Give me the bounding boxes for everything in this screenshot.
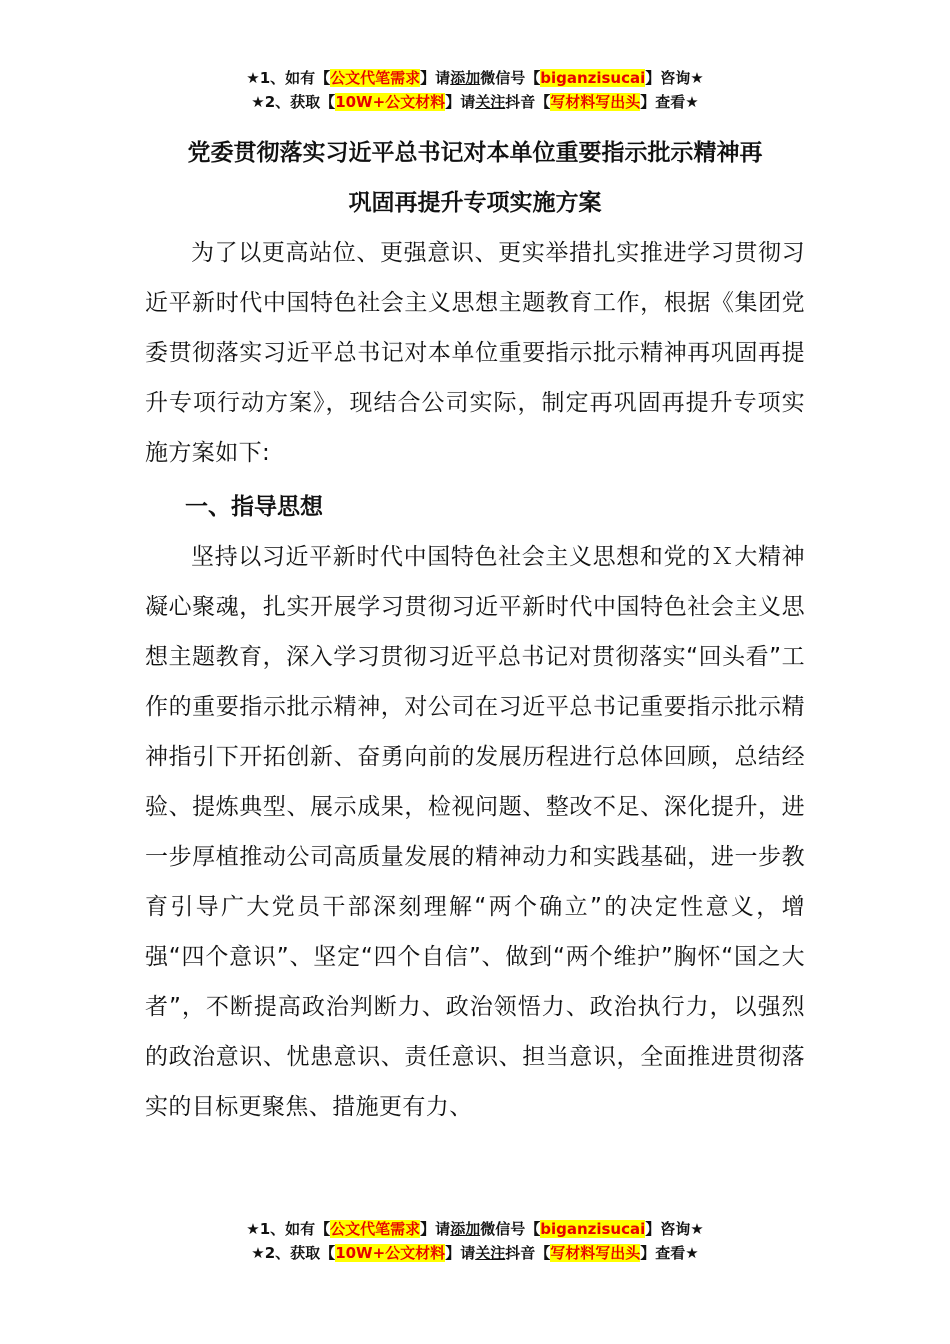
banner-text: 】咨询★ [645, 1220, 704, 1238]
banner-highlight: 公文代笔需求 [330, 69, 421, 87]
banner-text: 】查看★ [640, 1244, 699, 1262]
banner-highlight: 写材料写出头 [550, 1244, 641, 1262]
banner-underline: 关注 [475, 93, 506, 111]
banner-highlight: 10W+公文材料 [335, 1244, 446, 1262]
banner-underline: 关注 [475, 1244, 506, 1262]
banner-text: 抖音【 [505, 1244, 551, 1262]
banner-text: 】请 [420, 69, 451, 87]
banner-text: 】请 [445, 1244, 476, 1262]
banner-text: 微信号【 [480, 69, 541, 87]
banner-highlight: 写材料写出头 [550, 93, 641, 111]
banner-text: ★2、获取【 [251, 93, 336, 111]
intro-paragraph: 为了以更高站位、更强意识、更实举措扎实推进学习贯彻习近平新时代中国特色社会主义思想主题教育工作，根据《集团党委贯彻落实习近平总书记对本单位重要指示批示精神再巩固再提升专项行动方案》，现结合公司实际，制定再巩固再提升专项实施方案如下: [145, 240, 805, 466]
banner-text: 】请 [420, 1220, 451, 1238]
header-banner [0, 66, 950, 114]
banner-line-1 [0, 1217, 950, 1241]
banner-text: 抖音【 [505, 93, 551, 111]
banner-text: 】请 [445, 93, 476, 111]
banner-text: ★1、如有【 [246, 1220, 331, 1238]
footer-banner [0, 1217, 950, 1265]
banner-highlight: biganzisucai [540, 69, 646, 87]
document-title-line-2: 巩固再提升专项实施方案 [348, 190, 602, 216]
document-title-line-1: 党委贯彻落实习近平总书记对本单位重要指示批示精神再 [187, 140, 763, 166]
banner-underline: 添加 [450, 1220, 481, 1238]
banner-text: 微信号【 [480, 1220, 541, 1238]
banner-highlight: 10W+公文材料 [335, 93, 446, 111]
document-body [145, 128, 805, 1132]
banner-highlight: 公文代笔需求 [330, 1220, 421, 1238]
banner-line-2 [0, 90, 950, 114]
banner-line-2 [0, 1241, 950, 1265]
banner-text: ★1、如有【 [246, 69, 331, 87]
banner-text: 】咨询★ [645, 69, 704, 87]
banner-text: ★2、获取【 [251, 1244, 336, 1262]
section-paragraph: 坚持以习近平新时代中国特色社会主义思想和党的Ｘ大精神凝心聚魂，扎实开展学习贯彻习近平新时代中国特色社会主义思想主题教育，深入学习贯彻习近平总书记对贯彻落实“回头看”工作的重要指示批示精神，对公司在习近平总书记重要指示批示精神指引下开拓创新、奋勇向前的发展历程进行总体回顾，总结经验、提炼典型、展示成果，检视问题、整改不足、深化提升，进一步厚植推动公司高质量发展的精神动力和实践基础，进一步教育引导广大党员干部深刻理解“两个确立”的决定性意义，增强“四个意识”、坚定“四个自信”、做到“两个维护”胸怀“国之大者”，不断提高政治判断力、政治领悟力、政治执行力，以强烈的政治意识、忧患意识、责任意识、担当意识，全面推进贯彻落实的目标更聚焦、措施更有力、 [145, 544, 805, 1120]
banner-line-1 [0, 66, 950, 90]
section-heading: 一、指导思想 [185, 494, 323, 520]
banner-underline: 添加 [450, 69, 481, 87]
banner-text: 】查看★ [640, 93, 699, 111]
banner-highlight: biganzisucai [540, 1220, 646, 1238]
